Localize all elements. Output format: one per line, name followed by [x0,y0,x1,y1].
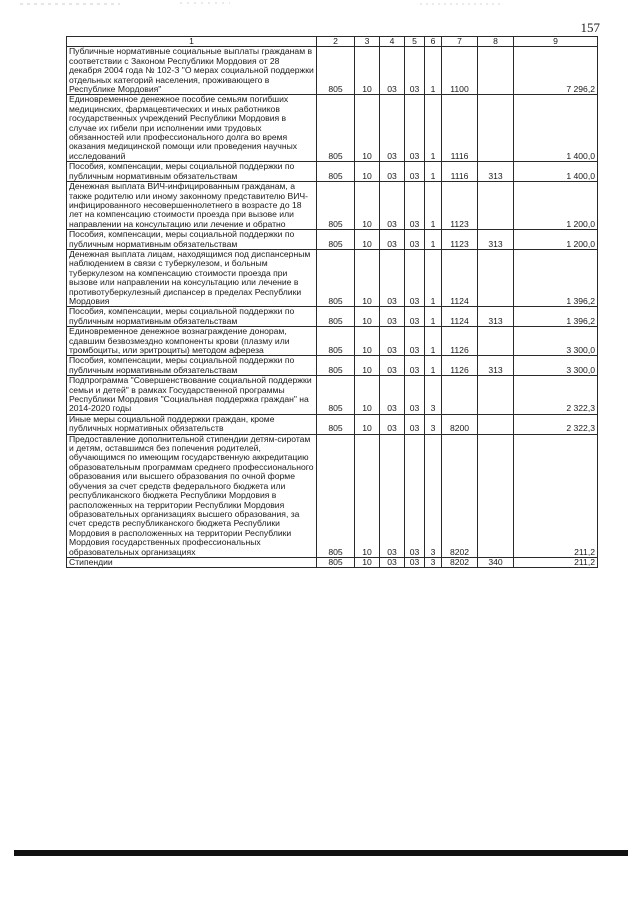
cell-target: 8202 [442,557,478,567]
cell-subprogram: 1 [425,356,442,376]
budget-table [66,36,598,568]
cell-subprogram: 1 [425,162,442,182]
column-header: 8 [478,37,514,47]
cell-target: 1123 [442,182,478,230]
row-name: Предоставление дополнительной стипендии детям-сиротам и детям, оставшимся без попечения родителей, обучающимся по имеющим государственную аккредитацию образовательным программам среднего профессионального образования или высшего образования по очной форме обучения за счет средств федерального бюджета или республиканского бюджета Республики Мордовия в расположенных на территории Республики Мордовия образовательных организациях высшего образования, за счет средств республиканского бюджета Республики Мордовия в расположенных на территории Республики Мордовия государственных профессиональных образовательных организациях [67,434,317,557]
cell-subsection: 03 [380,327,405,356]
cell-target: 1124 [442,307,478,327]
cell-program: 03 [405,376,425,415]
cell-target: 1116 [442,162,478,182]
cell-ministry: 805 [317,557,355,567]
cell-program: 03 [405,557,425,567]
cell-expense-type: 313 [478,356,514,376]
row-name: Пособия, компенсации, меры социальной поддержки по публичным нормативным обязательствам [67,356,317,376]
cell-subsection: 03 [380,356,405,376]
cell-program: 03 [405,162,425,182]
row-name: Пособия, компенсации, меры социальной поддержки по публичным нормативным обязательствам [67,230,317,250]
cell-expense-type [478,327,514,356]
cell-section: 10 [355,327,380,356]
cell-ministry: 805 [317,307,355,327]
row-name: Единовременное денежное пособие семьям погибших медицинских, фармацевтических и иных работников государственных учреждений Республики Мордовия в случае их гибели при исполнении ими трудовых обязанностей или профессионального долга во время оказания медицинской помощи или проведения научных исследований [67,95,317,162]
cell-amount: 1 396,2 [514,249,598,306]
cell-subsection: 03 [380,249,405,306]
cell-subprogram: 1 [425,230,442,250]
cell-ministry: 805 [317,47,355,95]
cell-amount: 1 400,0 [514,95,598,162]
column-header: 5 [405,37,425,47]
cell-target: 1116 [442,95,478,162]
cell-expense-type [478,376,514,415]
cell-section: 10 [355,434,380,557]
cell-amount: 1 400,0 [514,162,598,182]
column-header: 6 [425,37,442,47]
cell-program: 03 [405,182,425,230]
table-row [67,95,598,162]
cell-subprogram: 1 [425,249,442,306]
row-name: Стипендии [67,557,317,567]
cell-subsection: 03 [380,307,405,327]
cell-expense-type: 313 [478,307,514,327]
cell-expense-type: 340 [478,557,514,567]
column-header: 9 [514,37,598,47]
cell-subprogram: 1 [425,307,442,327]
cell-subprogram: 1 [425,95,442,162]
table-row [67,162,598,182]
cell-amount: 2 322,3 [514,376,598,415]
cell-target: 8202 [442,434,478,557]
cell-expense-type: 313 [478,162,514,182]
row-name: Денежная выплата лицам, находящимся под диспансерным наблюдением в связи с туберкулезом, и больным туберкулезом на компенсацию стоимости проезда при вызове или направлении на консультацию или лечение в противотуберкулезный диспансер в пределах Республики Мордовия [67,249,317,306]
row-name: Пособия, компенсации, меры социальной поддержки по публичным нормативным обязательствам [67,307,317,327]
cell-ministry: 805 [317,376,355,415]
table-row [67,327,598,356]
row-name: Подпрограмма "Совершенствование социальной поддержки семьи и детей" в рамках Государственной программы Республики Мордовия "Социальная поддержка граждан" на 2014-2020 годы [67,376,317,415]
cell-subsection: 03 [380,47,405,95]
row-name: Единовременное денежное вознаграждение донорам, сдавшим безвозмездно компоненты крови (плазму или тромбоциты, или эритроциты) методом афереза [67,327,317,356]
cell-section: 10 [355,249,380,306]
row-name: Публичные нормативные социальные выплаты гражданам в соответствии с Законом Республики Мордовия от 28 декабря 2004 года № 102-З "О мерах социальной поддержки отдельных категорий населения, проживающего в Республике Мордовия" [67,47,317,95]
cell-subsection: 03 [380,376,405,415]
cell-program: 03 [405,356,425,376]
cell-ministry: 805 [317,249,355,306]
cell-section: 10 [355,230,380,250]
table-row [67,47,598,95]
cell-subprogram: 1 [425,182,442,230]
column-header: 4 [380,37,405,47]
row-name: Иные меры социальной поддержки граждан, кроме публичных нормативных обязательств [67,414,317,434]
cell-subsection: 03 [380,182,405,230]
table-row [67,557,598,567]
table-row [67,230,598,250]
cell-expense-type: 313 [478,230,514,250]
cell-subprogram: 3 [425,557,442,567]
cell-amount: 211,2 [514,557,598,567]
cell-program: 03 [405,414,425,434]
row-name: Денежная выплата ВИЧ-инфицированным гражданам, а также родителю или иному законному представителю ВИЧ-инфицированного несовершеннолетнего в возрасте до 18 лет на компенсацию стоимости проезда при вызове или направлении на консультацию или лечение и обратно [67,182,317,230]
column-header: 2 [317,37,355,47]
cell-section: 10 [355,376,380,415]
cell-target: 1124 [442,249,478,306]
table-row [67,307,598,327]
cell-amount: 211,2 [514,434,598,557]
cell-expense-type [478,249,514,306]
column-header: 3 [355,37,380,47]
row-name: Пособия, компенсации, меры социальной поддержки по публичным нормативным обязательствам [67,162,317,182]
cell-program: 03 [405,95,425,162]
cell-target: 1126 [442,356,478,376]
cell-section: 10 [355,182,380,230]
table-row [67,414,598,434]
cell-subprogram: 1 [425,47,442,95]
cell-ministry: 805 [317,356,355,376]
cell-subsection: 03 [380,162,405,182]
scan-artifact-marks [0,0,640,10]
table-row [67,376,598,415]
table-row [67,249,598,306]
cell-expense-type [478,434,514,557]
table-row [67,182,598,230]
cell-amount: 3 300,0 [514,327,598,356]
cell-ministry: 805 [317,162,355,182]
column-header: 7 [442,37,478,47]
cell-amount: 7 296,2 [514,47,598,95]
cell-subsection: 03 [380,414,405,434]
cell-section: 10 [355,47,380,95]
cell-program: 03 [405,230,425,250]
cell-subsection: 03 [380,557,405,567]
page-number: 157 [580,20,600,35]
cell-target: 1123 [442,230,478,250]
cell-target: 1100 [442,47,478,95]
scan-bottom-bar [14,850,628,856]
cell-subsection: 03 [380,230,405,250]
cell-subprogram: 3 [425,414,442,434]
cell-target: 8200 [442,414,478,434]
cell-subprogram: 3 [425,376,442,415]
cell-program: 03 [405,327,425,356]
cell-subprogram: 1 [425,327,442,356]
cell-program: 03 [405,249,425,306]
cell-section: 10 [355,557,380,567]
cell-subsection: 03 [380,434,405,557]
cell-program: 03 [405,47,425,95]
cell-ministry: 805 [317,95,355,162]
column-header: 1 [67,37,317,47]
cell-amount: 2 322,3 [514,414,598,434]
cell-amount: 1 200,0 [514,230,598,250]
table-row [67,434,598,557]
cell-amount: 1 396,2 [514,307,598,327]
cell-amount: 1 200,0 [514,182,598,230]
cell-section: 10 [355,95,380,162]
cell-expense-type [478,47,514,95]
cell-section: 10 [355,307,380,327]
cell-ministry: 805 [317,434,355,557]
cell-amount: 3 300,0 [514,356,598,376]
cell-program: 03 [405,434,425,557]
cell-section: 10 [355,414,380,434]
cell-expense-type [478,414,514,434]
cell-target [442,376,478,415]
cell-section: 10 [355,162,380,182]
cell-ministry: 805 [317,414,355,434]
cell-ministry: 805 [317,230,355,250]
table-row [67,356,598,376]
cell-ministry: 805 [317,327,355,356]
cell-subprogram: 3 [425,434,442,557]
cell-expense-type [478,182,514,230]
cell-subsection: 03 [380,95,405,162]
cell-section: 10 [355,356,380,376]
cell-ministry: 805 [317,182,355,230]
cell-program: 03 [405,307,425,327]
cell-expense-type [478,95,514,162]
cell-target: 1126 [442,327,478,356]
column-number-row [67,37,598,47]
